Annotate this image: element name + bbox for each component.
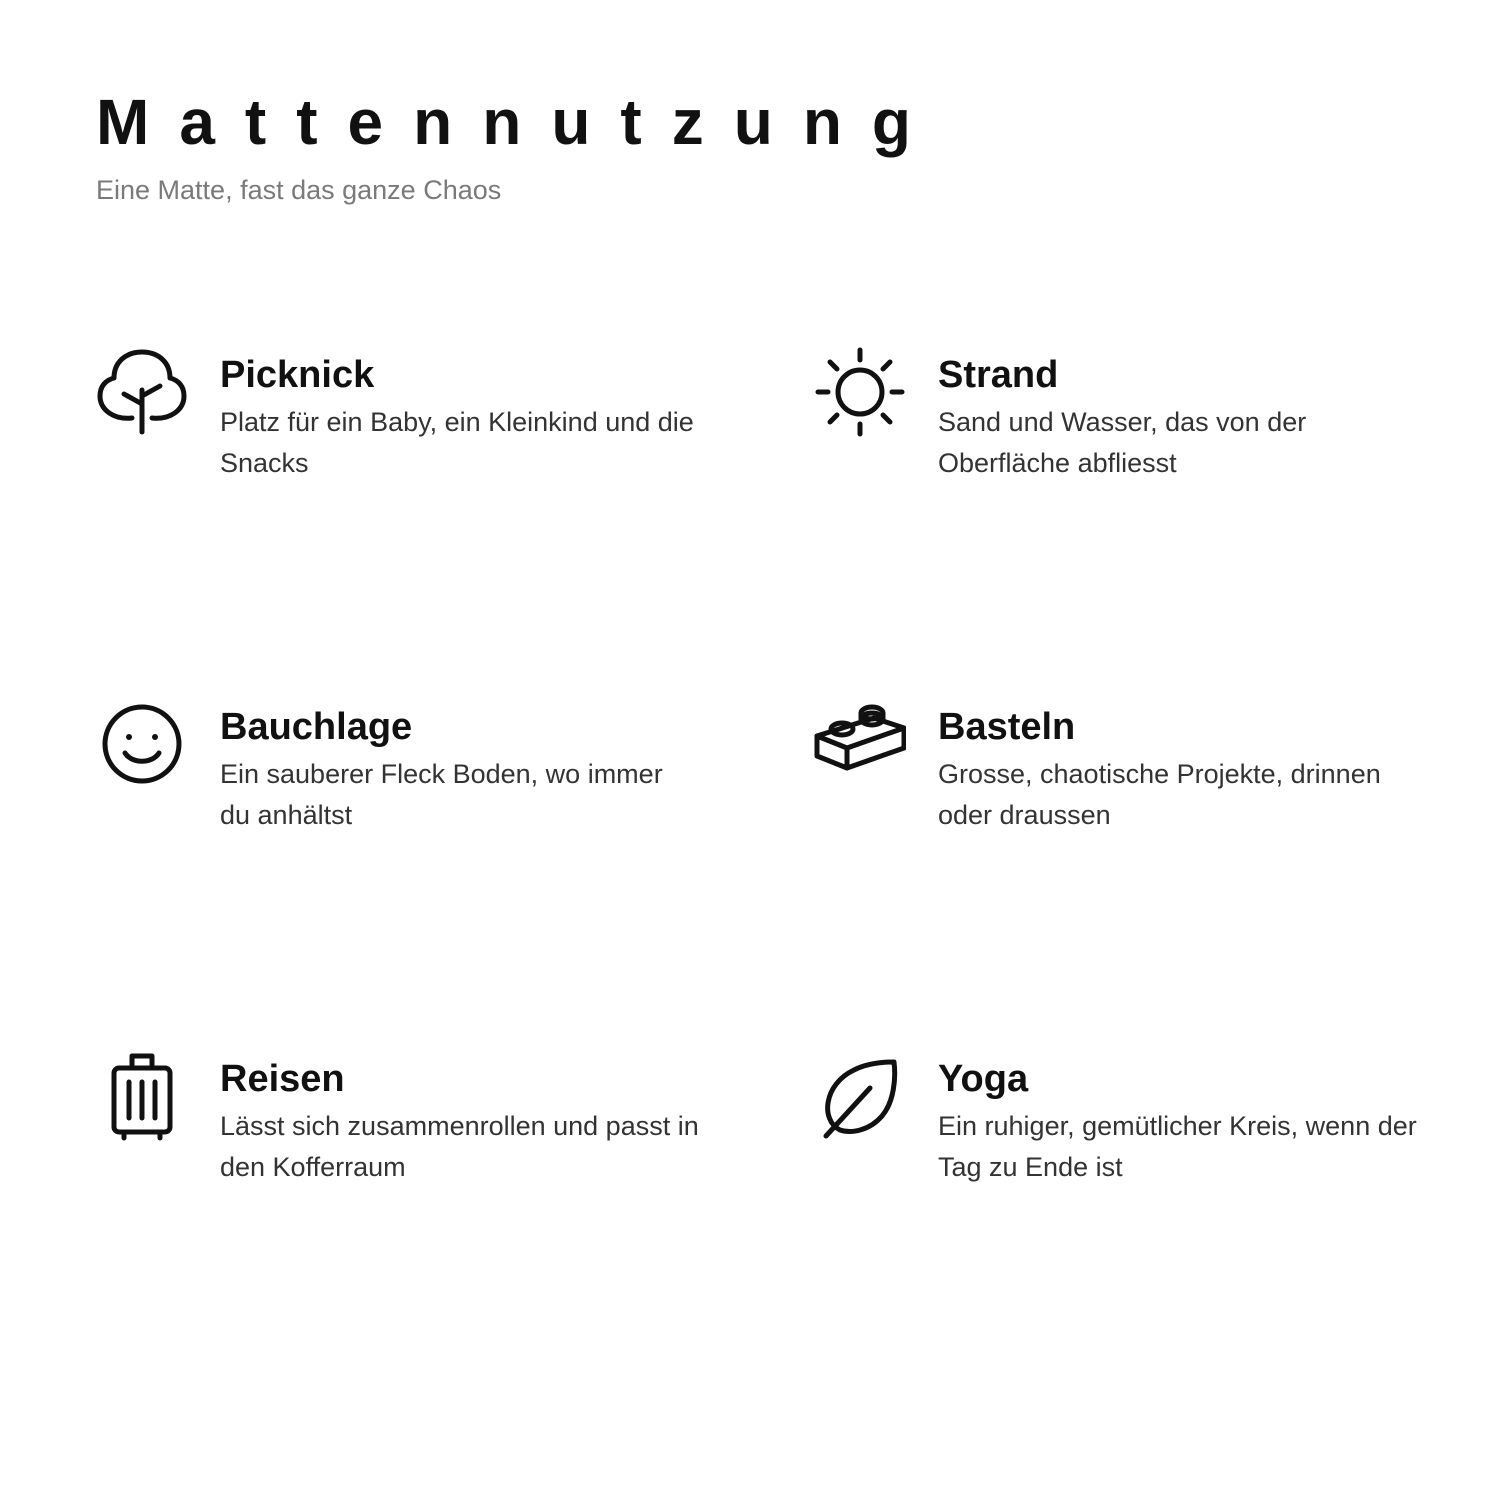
feature-title: Basteln: [938, 706, 1076, 748]
feature-description: Lässt sich zusammenrollen und passt in den Kofferraum: [220, 1111, 699, 1182]
feature-title: Strand: [938, 354, 1059, 396]
leaf-icon: [814, 1050, 906, 1142]
feature-title: Yoga: [938, 1058, 1029, 1100]
feature-description: Grosse, chaotische Projekte, drinnen oder draussen: [938, 759, 1381, 830]
feature-description: Sand und Wasser, das von der Oberfläche abfliesst: [938, 407, 1307, 478]
feature-text: [220, 704, 700, 836]
feature-text: [938, 1056, 1418, 1188]
smiley-icon: [96, 698, 188, 790]
sun-icon: [814, 346, 906, 438]
feature-text: [938, 704, 1418, 836]
feature-description: Platz für ein Baby, ein Kleinkind und die Snacks: [220, 407, 694, 478]
page-title: Mattennutzung: [96, 86, 941, 158]
feature-description: Ein ruhiger, gemütlicher Kreis, wenn der Tag zu Ende ist: [938, 1111, 1417, 1182]
feature-title: Reisen: [220, 1058, 345, 1100]
page-subtitle: Eine Matte, fast das ganze Chaos: [96, 175, 502, 205]
tree-icon: [96, 346, 188, 438]
feature-text: [220, 352, 700, 484]
feature-text: [220, 1056, 700, 1188]
page-header: [96, 84, 941, 206]
suitcase-icon: [96, 1050, 188, 1142]
feature-title: Bauchlage: [220, 706, 413, 748]
brick-icon: [814, 698, 906, 790]
feature-description: Ein sauberer Fleck Boden, wo immer du anhältst: [220, 759, 663, 830]
feature-text: [938, 352, 1418, 484]
feature-title: Picknick: [220, 354, 375, 396]
